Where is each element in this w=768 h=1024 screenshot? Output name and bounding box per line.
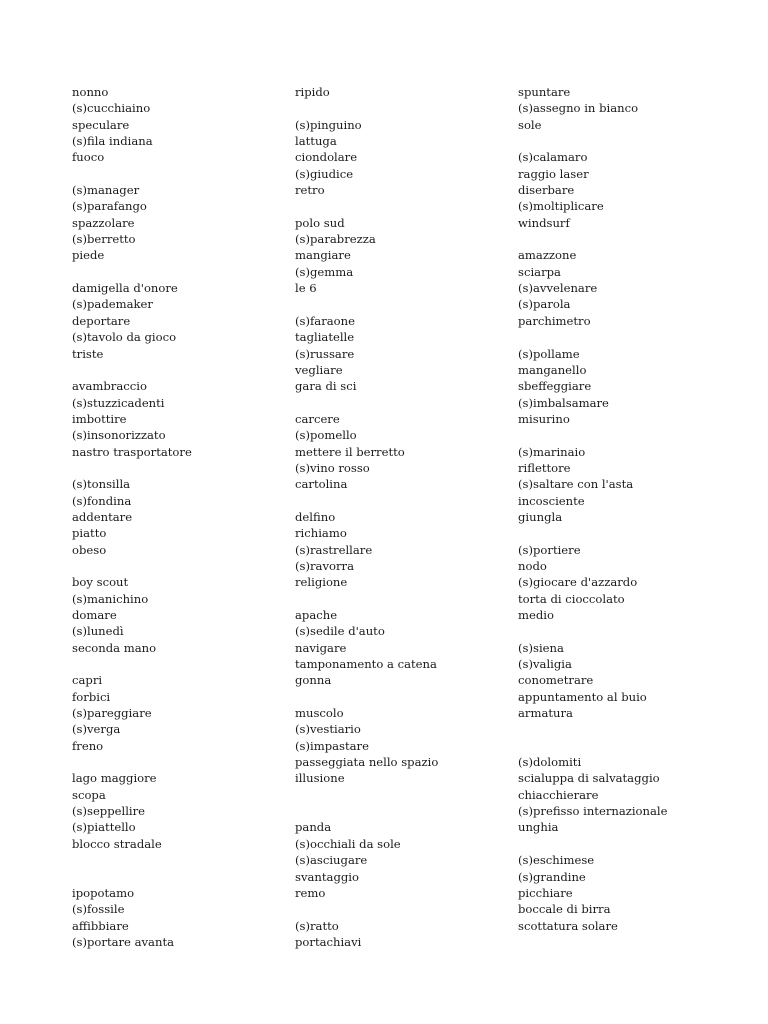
word-entry: avambraccio xyxy=(72,379,147,394)
word-entry: mangiare xyxy=(295,248,351,263)
word-entry: obeso xyxy=(72,542,107,557)
word-entry: (s)eschimese xyxy=(518,853,595,868)
word-entry: raggio laser xyxy=(518,166,589,181)
word-entry: forbici xyxy=(72,689,111,704)
blank-line xyxy=(295,591,535,607)
word-entry: (s)avvelenare xyxy=(518,281,598,296)
blank-line xyxy=(72,166,312,182)
word-entry: spazzolare xyxy=(72,215,135,230)
word-entry: ipopotamo xyxy=(72,885,135,900)
word-entry: speculare xyxy=(72,117,130,132)
word-column-3 xyxy=(518,84,758,934)
word-entry: windsurf xyxy=(518,215,570,230)
word-entry: (s)verga xyxy=(72,722,121,737)
blank-line xyxy=(295,901,535,917)
word-entry: incosciente xyxy=(518,493,585,508)
word-entry: (s)faraone xyxy=(295,313,355,328)
word-entry: polo sud xyxy=(295,215,345,230)
word-entry: scottatura solare xyxy=(518,918,618,933)
blank-line xyxy=(72,264,312,280)
word-entry: (s)pomello xyxy=(295,428,357,443)
word-entry: piatto xyxy=(72,526,107,541)
word-entry: triste xyxy=(72,346,104,361)
word-entry: boccale di birra xyxy=(518,902,611,917)
word-entry: (s)parabrezza xyxy=(295,232,376,247)
word-entry: (s)seppellire xyxy=(72,804,146,819)
word-entry: deportare xyxy=(72,313,131,328)
word-entry: illusione xyxy=(295,771,345,786)
blank-line xyxy=(518,738,758,754)
blank-line xyxy=(295,689,535,705)
word-entry: lago maggiore xyxy=(72,771,157,786)
word-entry: (s)portare avanta xyxy=(72,934,175,949)
word-entry: (s)parola xyxy=(518,297,571,312)
word-entry: scialuppa di salvataggio xyxy=(518,771,660,786)
word-entry: (s)fila indiana xyxy=(72,134,153,149)
word-entry: (s)tonsilla xyxy=(72,477,131,492)
word-entry: misurino xyxy=(518,411,570,426)
word-entry: svantaggio xyxy=(295,869,359,884)
word-entry: religione xyxy=(295,575,348,590)
word-entry: delfino xyxy=(295,509,336,524)
word-entry: mettere il berretto xyxy=(295,444,405,459)
word-entry: (s)manichino xyxy=(72,591,149,606)
word-entry: conometrare xyxy=(518,673,594,688)
word-entry: (s)impastare xyxy=(295,738,369,753)
word-entry: (s)dolomiti xyxy=(518,755,582,770)
word-entry: carcere xyxy=(295,411,340,426)
blank-line xyxy=(72,869,312,885)
word-entry: diserbare xyxy=(518,183,575,198)
word-entry: (s)lunedì xyxy=(72,624,124,639)
word-entry: gara di sci xyxy=(295,379,357,394)
blank-line xyxy=(518,427,758,443)
blank-line xyxy=(295,100,535,116)
word-entry: riflettore xyxy=(518,460,571,475)
blank-line xyxy=(72,754,312,770)
blank-line xyxy=(295,803,535,819)
word-entry: (s)pademaker xyxy=(72,297,153,312)
word-entry: navigare xyxy=(295,640,347,655)
word-entry: nastro trasportatore xyxy=(72,444,192,459)
word-entry: (s)piattello xyxy=(72,820,136,835)
word-entry: sbeffeggiare xyxy=(518,379,592,394)
word-entry: apache xyxy=(295,608,338,622)
word-entry: cartolina xyxy=(295,477,348,492)
blank-line xyxy=(518,329,758,345)
word-entry: domare xyxy=(72,608,117,622)
word-column-2 xyxy=(295,84,535,950)
word-entry: nonno xyxy=(72,85,109,99)
word-entry: (s)occhiali da sole xyxy=(295,836,401,851)
word-entry: tamponamento a catena xyxy=(295,657,437,672)
word-entry: imbottire xyxy=(72,411,127,426)
word-entry: remo xyxy=(295,885,326,900)
blank-line xyxy=(72,460,312,476)
word-entry: (s)fondina xyxy=(72,493,132,508)
word-entry: appuntamento al buio xyxy=(518,689,647,704)
blank-line xyxy=(72,852,312,868)
word-entry: manganello xyxy=(518,362,587,377)
word-entry: blocco stradale xyxy=(72,836,162,851)
blank-line xyxy=(72,558,312,574)
word-entry: ripido xyxy=(295,85,330,99)
word-entry: (s)grandine xyxy=(518,869,586,884)
blank-line xyxy=(518,721,758,737)
word-entry: (s)ratto xyxy=(295,918,339,933)
word-entry: (s)marinaio xyxy=(518,444,586,459)
word-entry: (s)fossile xyxy=(72,902,125,917)
word-entry: (s)giudice xyxy=(295,166,354,181)
word-entry: picchiare xyxy=(518,885,573,900)
word-entry: (s)insonorizzato xyxy=(72,428,166,443)
word-entry: (s)portiere xyxy=(518,542,581,557)
word-entry: (s)vestiario xyxy=(295,722,361,737)
word-entry: damigella d'onore xyxy=(72,281,178,296)
word-entry: passeggiata nello spazio xyxy=(295,755,439,770)
word-entry: lattuga xyxy=(295,134,337,149)
word-entry: portachiavi xyxy=(295,934,362,949)
word-entry: le 6 xyxy=(295,281,317,296)
word-entry: (s)pollame xyxy=(518,346,580,361)
word-entry: armatura xyxy=(518,706,573,721)
word-entry: spuntare xyxy=(518,85,571,99)
word-entry: (s)pareggiare xyxy=(72,706,152,721)
word-entry: (s)russare xyxy=(295,346,355,361)
word-entry: sole xyxy=(518,117,542,132)
word-entry: muscolo xyxy=(295,706,344,721)
word-entry: (s)asciugare xyxy=(295,853,368,868)
word-entry: (s)cucchiaino xyxy=(72,101,151,116)
word-entry: parchimetro xyxy=(518,313,591,328)
word-entry: panda xyxy=(295,820,332,835)
word-entry: (s)ravorra xyxy=(295,558,354,573)
word-entry: tagliatelle xyxy=(295,330,355,345)
word-entry: capri xyxy=(72,673,103,688)
word-entry: (s)saltare con l'asta xyxy=(518,477,634,492)
word-column-1 xyxy=(72,84,312,950)
word-entry: nodo xyxy=(518,558,547,573)
word-entry: fuoco xyxy=(72,150,105,165)
word-entry: (s)rastrellare xyxy=(295,542,373,557)
word-entry: amazzone xyxy=(518,248,577,263)
word-entry: (s)prefisso internazionale xyxy=(518,804,668,819)
word-entry: unghia xyxy=(518,820,559,835)
word-entry: giungla xyxy=(518,509,563,524)
word-entry: chiacchierare xyxy=(518,787,599,802)
word-entry: (s)pinguino xyxy=(295,117,362,132)
word-entry: gonna xyxy=(295,673,332,688)
blank-line xyxy=(518,525,758,541)
word-entry: sciarpa xyxy=(518,264,561,279)
word-entry: (s)calamaro xyxy=(518,150,588,165)
word-entry: (s)assegno in bianco xyxy=(518,101,639,116)
blank-line xyxy=(518,133,758,149)
blank-line xyxy=(72,362,312,378)
word-entry: richiamo xyxy=(295,526,347,541)
word-entry: torta di cioccolato xyxy=(518,591,625,606)
word-entry: (s)imbalsamare xyxy=(518,395,609,410)
word-entry: addentare xyxy=(72,509,133,524)
blank-line xyxy=(518,836,758,852)
word-entry: retro xyxy=(295,183,325,198)
word-entry: (s)sedile d'auto xyxy=(295,624,385,639)
blank-line xyxy=(72,656,312,672)
word-entry: (s)giocare d'azzardo xyxy=(518,575,638,590)
word-entry: seconda mano xyxy=(72,640,157,655)
blank-line xyxy=(295,296,535,312)
word-entry: (s)vino rosso xyxy=(295,460,370,475)
word-entry: (s)berretto xyxy=(72,232,136,247)
word-entry: freno xyxy=(72,738,104,753)
word-entry: (s)siena xyxy=(518,640,564,655)
word-entry: (s)manager xyxy=(72,183,140,198)
word-entry: piede xyxy=(72,248,105,263)
blank-line xyxy=(518,623,758,639)
word-entry: (s)gemma xyxy=(295,264,354,279)
word-entry: (s)parafango xyxy=(72,199,147,214)
blank-line xyxy=(295,198,535,214)
word-entry: vegliare xyxy=(295,362,343,377)
word-entry: affibbiare xyxy=(72,918,129,933)
blank-line xyxy=(295,787,535,803)
blank-line xyxy=(295,493,535,509)
word-entry: ciondolare xyxy=(295,150,358,165)
word-entry: medio xyxy=(518,608,554,622)
word-entry: (s)valigia xyxy=(518,657,572,672)
word-entry: boy scout xyxy=(72,575,129,590)
word-entry: (s)stuzzicadenti xyxy=(72,395,165,410)
blank-line xyxy=(295,395,535,411)
blank-line xyxy=(518,231,758,247)
word-entry: (s)moltiplicare xyxy=(518,199,604,214)
word-entry: (s)tavolo da gioco xyxy=(72,330,177,345)
word-entry: scopa xyxy=(72,787,106,802)
